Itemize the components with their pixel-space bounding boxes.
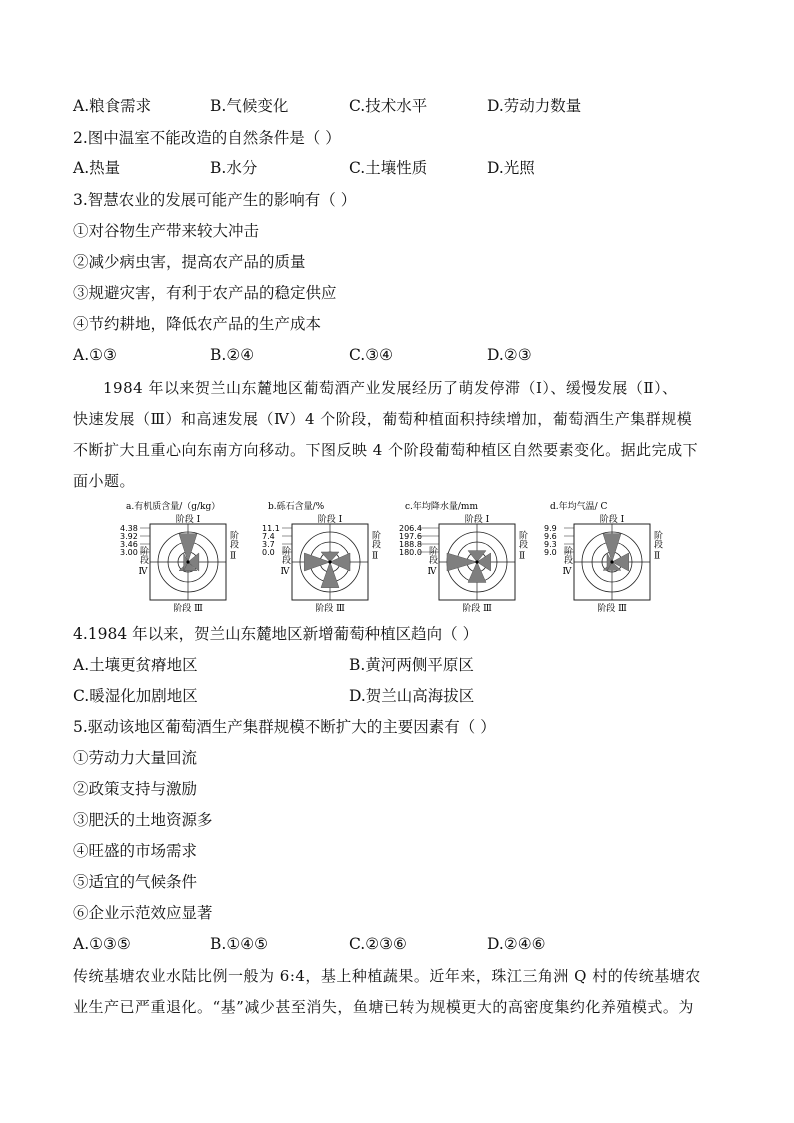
panel-center-dot [328, 560, 331, 563]
panel-tick-label: 197.6 [399, 532, 422, 541]
stage-label-left: 阶段 Ⅳ [138, 546, 148, 577]
q3-item-1: ①对谷物生产带来较大冲击 [73, 222, 260, 240]
passage1-line3: 不断扩大且重心向东南方向移动。下图反映 4 个阶段葡萄种植区自然要素变化。据此完成下 [73, 441, 699, 459]
panel-tick-label: 3.46 [120, 540, 138, 549]
stage-label-left: 阶段 Ⅳ [427, 546, 437, 577]
panel-center-dot [610, 560, 613, 563]
q3-option-c: C.③④ [349, 346, 394, 364]
panel-tick-label: 4.38 [120, 524, 138, 533]
panel-tick-label: 9.9 [544, 524, 557, 533]
passage1-line2: 快速发展（Ⅲ）和高速发展（Ⅳ）4 个阶段，葡萄种植面积持续增加，葡萄酒生产集群规模 [73, 410, 693, 428]
stage-label-left: 阶段 Ⅳ [280, 546, 290, 577]
panel-center-dot [475, 560, 478, 563]
q3-stem: 3.智慧农业的发展可能产生的影响有（ ） [73, 191, 357, 209]
q4-stem: 4.1984 年以来，贺兰山东麓地区新增葡萄种植区趋向（ ） [73, 625, 479, 643]
panel-tick-label: 3.00 [120, 548, 138, 557]
passage2-line2: 业生产已严重退化。“基”减少甚至消失，鱼塘已转为规模更大的高密度集约化养殖模式。为 [73, 998, 694, 1016]
q2-option-c: C.土壤性质 [349, 159, 428, 177]
stage-label-right: 阶段 Ⅱ [228, 530, 238, 562]
q1-option-d: D.劳动力数量 [487, 97, 582, 115]
passage-dike-pond [73, 961, 723, 1023]
panel-tick-label: 180.0 [399, 548, 422, 557]
panel-title: a.有机质含量/（g/kg） [126, 502, 221, 512]
panel-tick-label: 9.0 [544, 548, 557, 557]
q1-option-c: C.技术水平 [349, 97, 428, 115]
stage-label-right: 阶段 Ⅱ [652, 530, 662, 562]
panel-tick-label: 9.3 [544, 540, 557, 549]
q5-item-1: ①劳动力大量回流 [73, 749, 198, 767]
panel-a-organic-matter [116, 498, 256, 613]
q5-item-3: ③肥沃的土地资源多 [73, 811, 213, 829]
q3-option-d: D.②③ [487, 346, 532, 364]
q5-stem: 5.驱动该地区葡萄酒生产集群规模不断扩大的主要因素有（ ） [73, 718, 496, 736]
panel-c-precipitation [395, 498, 545, 613]
q4-option-c: C.暖湿化加剧地区 [73, 687, 198, 705]
stage-label-top: 阶段 Ⅰ [464, 515, 490, 525]
q3-item-2: ②减少病虫害，提高农产品的质量 [73, 253, 306, 271]
panel-tick-label: 7.4 [262, 532, 275, 541]
q5-item-6: ⑥企业示范效应显著 [73, 904, 213, 922]
panel-tick-label: 11.1 [262, 524, 280, 533]
panel-tick-label: 188.8 [399, 540, 422, 549]
q4-option-d: D.贺兰山高海拔区 [349, 687, 475, 705]
panel-center-dot [186, 560, 189, 563]
panel-tick-label: 206.4 [399, 524, 422, 533]
passage2-line1: 传统基塘农业水陆比例一般为 6:4，基上种植蔬果。近年来，珠江三角洲 Q 村的传统基塘农 [73, 967, 701, 985]
panel-title: b.砾石含量/% [268, 502, 325, 512]
passage1-line1: 1984 年以来贺兰山东麓地区葡萄酒产业发展经历了萌发停滞（Ⅰ）、缓慢发展（Ⅱ）、 [103, 379, 678, 397]
panel-title: c.年均降水量/mm [405, 502, 479, 512]
stage-label-top: 阶段 Ⅰ [599, 515, 625, 525]
q2-stem: 2.图中温室不能改造的自然条件是（ ） [73, 129, 341, 147]
q5-option-c: C.②③⑥ [349, 935, 407, 953]
q1-option-b: B.气候变化 [210, 97, 289, 115]
stage-label-top: 阶段 Ⅰ [175, 515, 201, 525]
q5-option-a: A.①③⑤ [73, 935, 131, 953]
stage-label-left: 阶段 Ⅳ [562, 546, 572, 577]
q3-item-3: ③规避灾害，有利于农产品的稳定供应 [73, 284, 337, 302]
panel-tick-label: 3.7 [262, 540, 275, 549]
panel-tick-label: 9.6 [544, 532, 557, 541]
q3-option-b: B.②④ [210, 346, 255, 364]
petal-stage-III [321, 562, 339, 588]
q5-option-d: D.②④⑥ [487, 935, 546, 953]
panel-b-gravel [258, 498, 398, 613]
q2-option-d: D.光照 [487, 159, 535, 177]
panel-title: d.年均气温/ C [550, 502, 608, 512]
stage-label-right: 阶段 Ⅱ [517, 530, 527, 562]
panel-d-temperature [540, 498, 680, 613]
q5-option-b: B.①④⑤ [210, 935, 269, 953]
stage-label-bottom: 阶段 Ⅲ [315, 604, 345, 613]
q2-option-a: A.热量 [73, 159, 121, 177]
panel-tick-label: 0.0 [262, 548, 275, 557]
q3-option-a: A.①③ [73, 346, 117, 364]
q4-option-b: B.黄河两侧平原区 [349, 656, 474, 674]
stage-label-top: 阶段 Ⅰ [317, 515, 343, 525]
q5-item-2: ②政策支持与激励 [73, 780, 198, 798]
stage-label-bottom: 阶段 Ⅲ [173, 604, 203, 613]
stage-label-bottom: 阶段 Ⅲ [597, 604, 627, 613]
q5-item-4: ④旺盛的市场需求 [73, 842, 198, 860]
q1-option-a: A.粮食需求 [73, 97, 152, 115]
passage1-line4: 面小题。 [73, 472, 136, 490]
panel-tick-label: 3.92 [120, 532, 138, 541]
q5-item-5: ⑤适宜的气候条件 [73, 873, 198, 891]
q2-option-b: B.水分 [210, 159, 258, 177]
stage-label-right: 阶段 Ⅱ [370, 530, 380, 562]
q4-option-a: A.土壤更贫瘠地区 [73, 656, 198, 674]
passage-grape-wine [73, 373, 723, 497]
stage-label-bottom: 阶段 Ⅲ [462, 604, 492, 613]
q3-item-4: ④节约耕地，降低农产品的生产成本 [73, 315, 322, 333]
petal-stage-I [603, 534, 621, 562]
